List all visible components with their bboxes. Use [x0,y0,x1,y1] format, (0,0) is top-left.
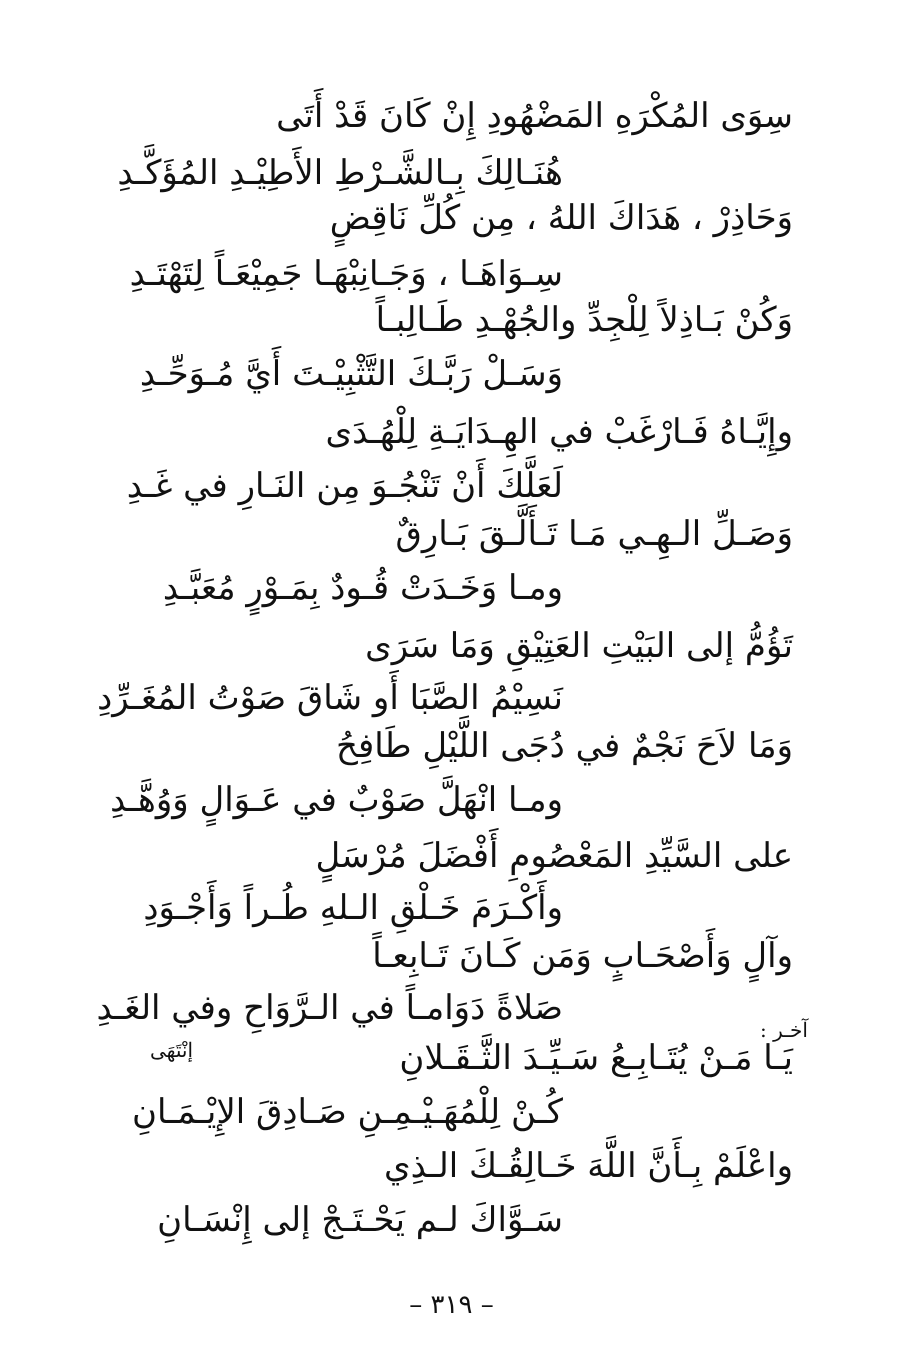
verse-5-first: وَصَـلِّ الـهِـي مَـا تَـأَلَّـقَ بَـارِقٌ [395,514,793,554]
verse-4-second: لَعَلَّكَ أَنْ تَنْجُـوَ مِن النَـارِ في غَـدِ [126,466,563,506]
verse-4-first: وإِيَّـاهُ فَـارْغَبْ في الهِـدَايَـةِ لِلْهُـدَى [325,412,793,452]
verse-1-first: سِوَى المُكْرَهِ المَضْهُودِ إِنْ كَانَ قَدْ أَتَى [276,96,793,136]
verse-6-second: نَسِيْمُ الصَّبَا أَو شَاقَ صَوْتُ المُغَـرِّدِ [97,678,563,718]
verse-2-first: وَحَاذِرْ ، هَدَاكَ اللهُ ، مِن كُلِّ نَاقِضٍ [329,198,793,238]
verse2-2-first: واعْلَمْ بِـأَنَّ اللَّهَ خَـالِقُـكَ الـذِي [383,1146,793,1186]
verse2-1-second: كُـنْ لِلْمُهَـيْـمِـنِ صَـادِقَ الإِيْـمَـانِ [132,1092,563,1132]
verse-7-first: وَمَا لاَحَ نَجْمٌ في دُجَى اللَّيْلِ طَافِحُ [336,726,793,766]
verse2-1-first: يَـا مَـنْ يُتَـابِـعُ سَـيِّـدَ الثَّـقَـلانِ [399,1038,793,1078]
verse-6-first: تَؤُمُّ إلى البَيْتِ العَتِيْقِ وَمَا سَرَى [365,626,793,666]
section-label: آخـر : [760,1018,808,1042]
verse-5-second: ومـا وَخَـدَتْ قُـودٌ بِمَـوْرٍ مُعَبَّـدِ [162,568,563,608]
verse-8-first: على السَّيِّدِ المَعْصُومِ أَفْضَلَ مُرْسَلٍ [315,836,793,876]
verse-2-second: سِـوَاهَـا ، وَجَـانِبْهَـا جَمِيْعَـاً لِتَهْتَـدِ [129,254,563,294]
verse-3-second: وَسَـلْ رَبَّـكَ التَّثْبِيْـتَ أَيَّ مُـوَحِّـدِ [139,354,563,394]
verse2-2-second: سَـوَّاكَ لـم يَحْـتَـجْ إلى إِنْسَـانِ [157,1200,563,1240]
verse-1-second: هُنَـالِكَ بِـالشَّـرْطِ الأَطِيْـدِ المُؤَكَّـدِ [117,153,563,193]
verse-8-second: وأَكْـرَمَ خَـلْقِ الـلهِ طُـراً وَأَجْـوَدِ [143,888,563,928]
verse-9-second: صَلاةً دَوَامـاً في الـرَّوَاحِ وفي الغَـدِ [96,988,563,1028]
verse-9-first: وآلٍ وَأَصْحَـابٍ وَمَن كَـانَ تَـابِعـاً [372,936,793,976]
page-number: – ٣١٩ – [409,1290,494,1320]
verse-7-second: ومـا انْهَلَّ صَوْبٌ في عَـوَالٍ وَوُهَّـدِ [110,780,563,820]
verse-3-first: وَكُنْ بَـاذِلاً لِلْجِدِّ والجُهْـدِ طَـالِبـاً [375,300,793,340]
ending-note: إنْتَهَى [150,1038,194,1062]
